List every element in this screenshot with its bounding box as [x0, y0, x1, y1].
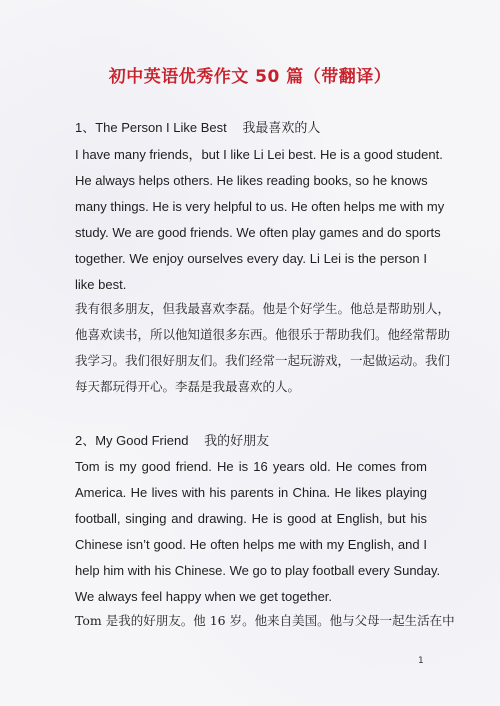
essay-1-translation-line: 每天都玩得开心。李磊是我最喜欢的人。 — [75, 379, 301, 394]
essay-1-heading-en: 1、The Person I Like Best — [75, 120, 227, 135]
page-number: 1 — [418, 656, 424, 666]
essay-1-heading — [75, 120, 427, 137]
essay-2-heading — [75, 433, 427, 450]
document-title: 初中英语优秀作文 50 篇（带翻译） — [108, 67, 392, 87]
essay-2-line: help him with his Chinese. We go to play football every Sunday. — [75, 563, 441, 578]
essay-1-line: together. We enjoy ourselves every day. Li Lei is the person I — [75, 251, 427, 266]
essay-1-heading-cn: 我最喜欢的人 — [242, 121, 321, 136]
essay-1-translation-line: 我有很多朋友，但我最喜欢李磊。他是个好学生。他总是帮助别人， — [75, 301, 451, 316]
essay-2-line: America. He lives with his parents in China. He likes playing — [75, 485, 427, 500]
essay-1-line: study. We are good friends. We often play games and do sports — [75, 225, 441, 240]
essay-2-heading-cn: 我的好朋友 — [204, 434, 270, 449]
essay-1-line: I have many friends，but I like Li Lei best. He is a good student. — [75, 147, 443, 162]
essay-2-line: We always feel happy when we get together. — [75, 589, 333, 604]
essay-2-heading-en: 2、My Good Friend — [75, 433, 189, 448]
essay-1-translation-line: 他喜欢读书，所以他知道很多东西。他很乐于帮助我们。他经常帮助 — [75, 327, 451, 342]
essay-1-line: like best. — [75, 277, 127, 292]
essay-2-translation-line: Tom 是我的好朋友。他 16 岁。他来自美国。他与父母一起生活在中 — [75, 613, 455, 628]
essay-1-translation-line: 我学习。我们很好朋友们。我们经常一起玩游戏，一起做运动。我们 — [75, 353, 451, 368]
essay-1-line: He always helps others. He likes reading books, so he knows — [75, 173, 428, 188]
essay-1-line: many things. He is very helpful to us. He often helps me with my — [75, 199, 445, 214]
essay-2-line: Chinese isn’t good. He often helps me with my English, and I — [75, 537, 427, 552]
essay-2-line: Tom is my good friend. He is 16 years old. He comes from — [75, 459, 427, 474]
essay-2-line: football, singing and drawing. He is good at English, but his — [75, 511, 427, 526]
